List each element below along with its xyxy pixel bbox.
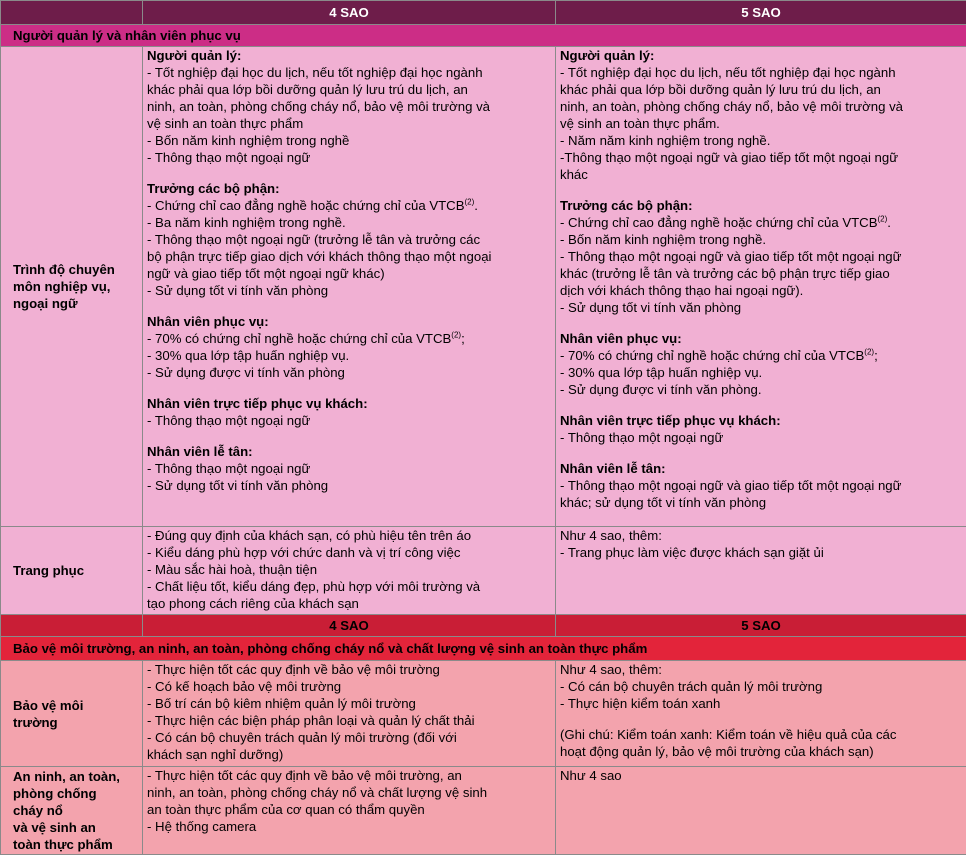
text-line: [147, 767, 551, 784]
security-safety-4-sao: [143, 767, 556, 855]
header2-5-sao: 5 SAO: [556, 615, 966, 637]
line-text: dịch với khách thông thạo hai ngoại ngữ).: [560, 283, 804, 298]
text-line: [560, 743, 962, 760]
text-line: [147, 729, 551, 746]
line-text: - Ba năm kinh nghiệm trong nghề.: [147, 215, 346, 230]
section-title-staff: Người quản lý và nhân viên phục vụ: [1, 25, 966, 47]
group-heading: Nhân viên lễ tân:: [560, 461, 666, 476]
header-row-2: [1, 615, 966, 637]
row-security-safety: [1, 767, 966, 855]
text-line: [147, 695, 551, 712]
line-text: - Năm năm kinh nghiệm trong nghề.: [560, 133, 771, 148]
label-line: và vệ sinh an: [13, 820, 96, 835]
line-text: - Hệ thống camera: [147, 819, 257, 834]
spacer: [147, 381, 551, 395]
text-line: [560, 494, 962, 511]
section-title-environment-safety: Bảo vệ môi trường, an ninh, an toàn, phòng chống cháy nổ và chất lượng vệ sinh an toàn thực phẩm: [1, 637, 966, 661]
text-line: [560, 214, 962, 231]
uniform-4-sao: [143, 527, 556, 615]
text-line: [147, 784, 551, 801]
text-line: [147, 477, 551, 494]
group-heading: Nhân viên phục vụ:: [147, 314, 269, 329]
section-title-row-2: [1, 637, 966, 661]
line-text: - Thông thạo một ngoại ngữ: [147, 413, 311, 428]
line-text: - Có cán bộ chuyên trách quản lý môi trường (đối với: [147, 730, 457, 745]
group-heading: Người quản lý:: [560, 48, 655, 63]
line-text: - Tốt nghiệp đại học du lịch, nếu tốt nghiệp đại học ngành: [147, 65, 483, 80]
label-line: An ninh, an toàn,: [13, 769, 120, 784]
group-heading: Nhân viên lễ tân:: [147, 444, 253, 459]
text-line: [147, 98, 551, 115]
line-text: khách sạn nghỉ dưỡng): [147, 747, 284, 762]
footnote-marker: (2): [464, 197, 475, 207]
text-line: [560, 64, 962, 81]
text-line: [147, 460, 551, 477]
row-uniform: [1, 527, 966, 615]
line-text: - 30% qua lớp tập huấn nghiệp vụ.: [147, 348, 350, 363]
text-line: [147, 231, 551, 248]
header-4-sao: 4 SAO: [143, 1, 556, 25]
line-text: - Sử dụng tốt vi tính văn phòng: [147, 478, 329, 493]
text-line: [147, 81, 551, 98]
line-text: - Thực hiện tốt các quy định về bảo vệ môi trường: [147, 662, 440, 677]
label-line: trường: [13, 714, 58, 730]
line-text: khác phải qua lớp bồi dưỡng quản lý lưu trú du lịch, an: [560, 82, 881, 97]
line-text: - 70% có chứng chỉ nghề hoặc chứng chỉ của VTCB: [147, 331, 452, 346]
line-text: - Thông thạo một ngoại ngữ: [147, 461, 311, 476]
label-line: Bảo vệ môi: [13, 697, 84, 713]
qualifications-4-sao: [143, 47, 556, 527]
text-line: [560, 695, 962, 712]
text-line: [147, 64, 551, 81]
label-environment: [1, 661, 143, 767]
row-qualifications: [1, 47, 966, 527]
text-line: [147, 347, 551, 364]
text-line: [147, 595, 551, 612]
text-line: [560, 364, 962, 381]
text-line: [560, 231, 962, 248]
text-line: [147, 712, 551, 729]
line-text: - Trang phục làm việc được khách sạn giặt ủi: [560, 545, 824, 560]
environment-4-sao: [143, 661, 556, 767]
line-text: - Bốn năm kinh nghiệm trong nghề.: [560, 232, 766, 247]
line-text: khác: [560, 167, 588, 182]
section-title-row-1: [1, 25, 966, 47]
text-line: [560, 477, 962, 494]
spacer: [147, 299, 551, 313]
text-line: [147, 132, 551, 149]
group-heading: Nhân viên trực tiếp phục vụ khách:: [147, 396, 368, 411]
label-security-safety: [1, 767, 143, 855]
line-text: - Chất liệu tốt, kiểu dáng đẹp, phù hợp với môi trường và: [147, 579, 481, 594]
line-text-tail: ;: [461, 331, 465, 346]
environment-5-sao: [556, 661, 966, 767]
text-line: [147, 330, 551, 347]
line-text: - Thông thạo một ngoại ngữ: [560, 430, 724, 445]
line-text: - Thông thạo một ngoại ngữ và giao tiếp tốt một ngoại ngữ: [560, 249, 902, 264]
line-text: - Tốt nghiệp đại học du lịch, nếu tốt nghiệp đại học ngành: [560, 65, 896, 80]
line-text: - Chứng chỉ cao đẳng nghề hoặc chứng chỉ của VTCB: [560, 215, 878, 230]
line-text: ninh, an toàn, phòng chống cháy nổ và chất lượng vệ sinh: [147, 785, 488, 800]
spacer: [560, 316, 962, 330]
text-line: [147, 678, 551, 695]
text-line: [147, 818, 551, 835]
line-text: khác phải qua lớp bồi dưỡng quản lý lưu trú du lịch, an: [147, 82, 468, 97]
text-line: [560, 149, 962, 166]
text-line: [560, 282, 962, 299]
spacer: [560, 446, 962, 460]
label-qualifications: [1, 47, 143, 527]
text-line: [147, 561, 551, 578]
line-text: khác; sử dụng tốt vi tính văn phòng: [560, 495, 767, 510]
text-line: [560, 98, 962, 115]
line-text: - Sử dụng được vi tính văn phòng: [147, 365, 345, 380]
line-text: vệ sinh an toàn thực phẩm.: [560, 116, 720, 131]
line-text-tail: ;: [874, 348, 878, 363]
line-text: an toàn thực phẩm của cơ quan có thẩm quyền: [147, 802, 425, 817]
spacer: [560, 712, 962, 726]
header-5-sao: 5 SAO: [556, 1, 966, 25]
label-line: phòng chống: [13, 786, 97, 801]
text-line: [147, 214, 551, 231]
line-text: vệ sinh an toàn thực phẩm: [147, 116, 304, 131]
line-text: hoạt động quản lý, bảo vệ môi trường của khách sạn): [560, 744, 874, 759]
line-text: - Sử dụng tốt vi tính văn phòng: [147, 283, 329, 298]
text-line: [147, 578, 551, 595]
qualifications-5-sao: [556, 47, 966, 527]
label-line: cháy nổ: [13, 803, 63, 818]
group-heading: Người quản lý:: [147, 48, 242, 63]
uniform-5-sao: [556, 527, 966, 615]
label-line: môn nghiệp vụ,: [13, 279, 111, 294]
line-text: - Thực hiện kiểm toán xanh: [560, 696, 721, 711]
label-uniform: [1, 527, 143, 615]
text-line: [560, 115, 962, 132]
label-line: toàn thực phẩm: [13, 837, 113, 852]
header-empty-cell: [1, 1, 143, 25]
security-safety-5-sao: [556, 767, 966, 855]
line-text: - Thực hiện tốt các quy định về bảo vệ môi trường, an: [147, 768, 462, 783]
text-line: [147, 527, 551, 544]
label-line: Trang phục: [13, 563, 85, 578]
spacer: [147, 429, 551, 443]
footnote-marker: (2): [864, 347, 875, 357]
line-text: Như 4 sao, thêm:: [560, 528, 662, 543]
text-line: [147, 149, 551, 166]
line-text: (Ghi chú: Kiểm toán xanh: Kiểm toán về hiệu quả của các: [560, 727, 897, 742]
header2-empty-cell: [1, 615, 143, 637]
text-line: [147, 661, 551, 678]
footnote-marker: (2): [451, 330, 462, 340]
header2-4-sao: 4 SAO: [143, 615, 556, 637]
text-line: [147, 801, 551, 818]
text-line: [147, 544, 551, 561]
line-text: - Thông thạo một ngoại ngữ (trưởng lễ tân và trưởng các: [147, 232, 481, 247]
line-text: Như 4 sao: [560, 768, 622, 783]
text-line: [147, 746, 551, 763]
text-line: [560, 265, 962, 282]
label-line: Trình độ chuyên: [13, 262, 115, 277]
line-text: - Kiểu dáng phù hợp với chức danh và vị trí công việc: [147, 545, 461, 560]
text-line: [560, 347, 962, 364]
text-line: [560, 726, 962, 743]
label-line: ngoại ngữ: [13, 296, 78, 311]
text-line: [147, 248, 551, 265]
group-heading: Nhân viên phục vụ:: [560, 331, 682, 346]
text-line: [560, 248, 962, 265]
text-line: [560, 527, 962, 544]
line-text: -Thông thạo một ngoại ngữ và giao tiếp tốt một ngoại ngữ: [560, 150, 899, 165]
text-line: [147, 265, 551, 282]
line-text: - Thực hiện các biện pháp phân loại và quản lý chất thải: [147, 713, 475, 728]
text-line: [147, 115, 551, 132]
line-text: - Có cán bộ chuyên trách quản lý môi trường: [560, 679, 823, 694]
footnote-marker: (2): [877, 214, 888, 224]
line-text: - Sử dụng được vi tính văn phòng.: [560, 382, 762, 397]
line-text-tail: .: [474, 198, 478, 213]
line-text: ngữ và giao tiếp tốt một ngoại ngữ khác): [147, 266, 385, 281]
text-line: [560, 678, 962, 695]
line-text: - Sử dụng tốt vi tính văn phòng: [560, 300, 742, 315]
spacer: [147, 166, 551, 180]
line-text: ninh, an toàn, phòng chống cháy nổ, bảo vệ môi trường và: [147, 99, 490, 114]
spacer: [560, 398, 962, 412]
text-line: [147, 282, 551, 299]
text-line: [560, 381, 962, 398]
line-text: - Thông thạo một ngoại ngữ: [147, 150, 311, 165]
text-line: [560, 544, 962, 561]
text-line: [560, 767, 962, 784]
header-row-1: [1, 1, 966, 25]
line-text: - Màu sắc hài hoà, thuận tiện: [147, 562, 318, 577]
text-line: [560, 661, 962, 678]
line-text: bộ phận trực tiếp giao dịch với khách thông thạo một ngoại: [147, 249, 492, 264]
text-line: [147, 364, 551, 381]
line-text: - Đúng quy định của khách sạn, có phù hiệu tên trên áo: [147, 528, 472, 543]
text-line: [560, 429, 962, 446]
text-line: [560, 166, 962, 183]
line-text: - Bố trí cán bộ kiêm nhiệm quản lý môi trường: [147, 696, 416, 711]
line-text: ninh, an toàn, phòng chống cháy nổ, bảo vệ môi trường và: [560, 99, 903, 114]
line-text-tail: .: [887, 215, 891, 230]
text-line: [147, 197, 551, 214]
text-line: [147, 412, 551, 429]
line-text: khác (trưởng lễ tân và trưởng các bộ phận trực tiếp giao: [560, 266, 890, 281]
line-text: - Chứng chỉ cao đẳng nghề hoặc chứng chỉ của VTCB: [147, 198, 465, 213]
line-text: - Thông thạo một ngoại ngữ và giao tiếp tốt một ngoại ngữ: [560, 478, 902, 493]
line-text: - 30% qua lớp tập huấn nghiệp vụ.: [560, 365, 763, 380]
text-line: [560, 299, 962, 316]
group-heading: Nhân viên trực tiếp phục vụ khách:: [560, 413, 781, 428]
line-text: tạo phong cách riêng của khách sạn: [147, 596, 359, 611]
line-text: Như 4 sao, thêm:: [560, 662, 662, 677]
group-heading: Trưởng các bộ phận:: [560, 198, 693, 213]
group-heading: Trưởng các bộ phận:: [147, 181, 280, 196]
line-text: - Có kế hoạch bảo vệ môi trường: [147, 679, 342, 694]
spacer: [560, 183, 962, 197]
line-text: - Bốn năm kinh nghiệm trong nghề: [147, 133, 350, 148]
text-line: [560, 132, 962, 149]
text-line: [560, 81, 962, 98]
line-text: - 70% có chứng chỉ nghề hoặc chứng chỉ của VTCB: [560, 348, 865, 363]
row-environment: [1, 661, 966, 767]
